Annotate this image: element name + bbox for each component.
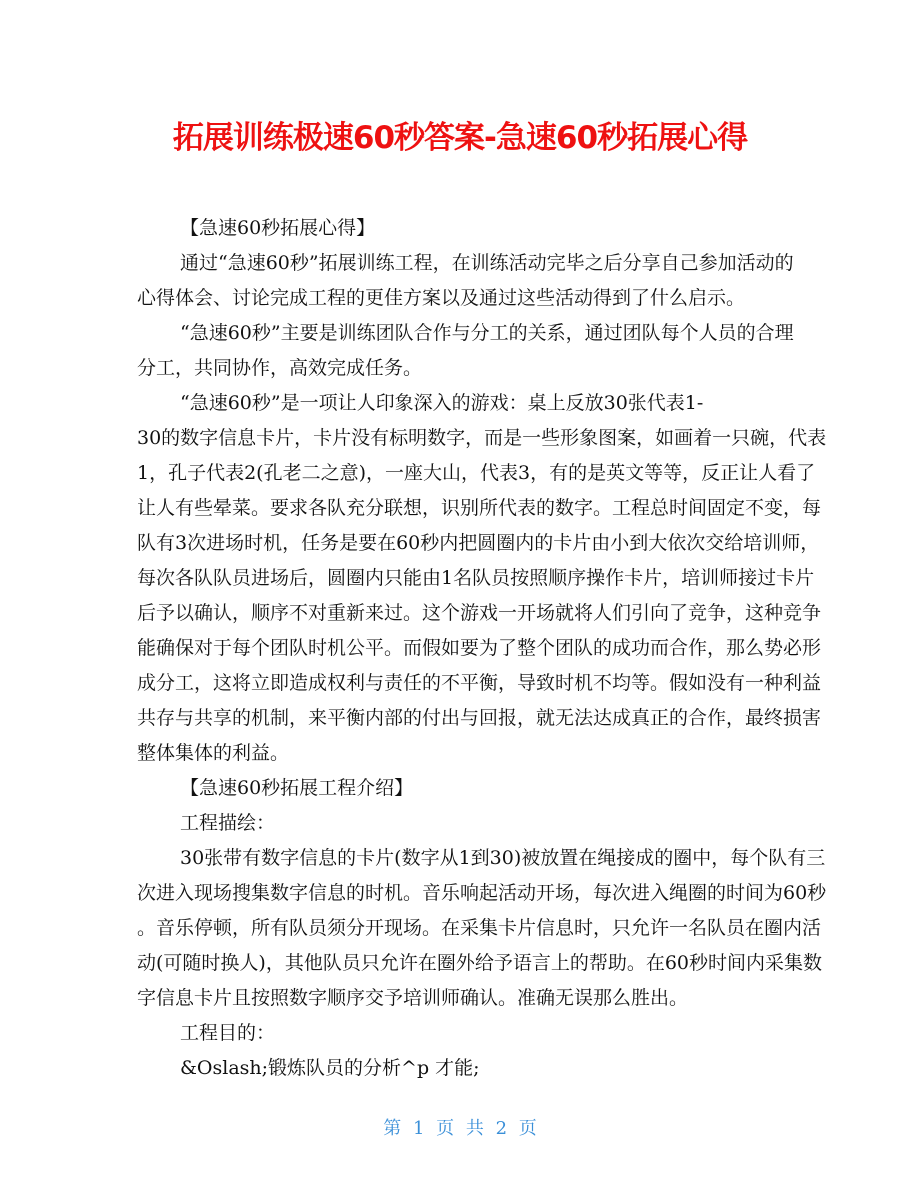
document-body bbox=[137, 211, 827, 1086]
text-line: 30的数字信息卡片，卡片没有标明数字，而是一些形象图案，如画着一只碗，代表 bbox=[137, 427, 827, 449]
text-line: 队有3次进场时机，任务是要在60秒内把圆圈内的卡片由小到大依次交给培训师， bbox=[137, 532, 820, 554]
text-line: 成分工，这将立即造成权利与责任的不平衡，导致时机不均等。假如没有一种利益 bbox=[137, 672, 822, 694]
text-line: 共存与共享的机制，来平衡内部的付出与回报，就无法达成真正的合作，最终损害 bbox=[137, 707, 822, 729]
text-line: 工程目的： bbox=[180, 1022, 276, 1044]
paragraph bbox=[137, 806, 780, 841]
text-line: 字信息卡片且按照数字顺序交予培训师确认。准确无误那么胜出。 bbox=[137, 987, 689, 1009]
text-line: 动(可随时换人)，其他队员只允许在圈外给予语言上的帮助。在60秒时间内采集数 bbox=[137, 952, 823, 974]
text-line: 分工，共同协作，高效完成任务。 bbox=[137, 357, 423, 379]
text-line: “急速60秒”主要是训练团队合作与分工的关系，通过团队每个人员的合理 bbox=[180, 322, 794, 344]
page-number-footer: 第 1 页 共 2 页 bbox=[383, 1118, 537, 1139]
text-line: 次进入现场搜集数字信息的时机。音乐响起活动开场，每次进入绳圈的时间为60秒 bbox=[137, 882, 827, 904]
paragraph bbox=[137, 841, 827, 1016]
paragraph bbox=[137, 316, 794, 386]
text-line: 心得体会、讨论完成工程的更佳方案以及通过这些活动得到了什么启示。 bbox=[137, 287, 746, 309]
paragraph bbox=[137, 1051, 780, 1086]
text-line: 每次各队队员进场后，圆圈内只能由1名队员按照顺序操作卡片，培训师接过卡片 bbox=[137, 567, 815, 589]
text-line: 1，孔子代表2(孔老二之意)，一座大山，代表3，有的是英文等等，反正让人看了 bbox=[137, 462, 816, 484]
paragraph bbox=[137, 211, 780, 246]
text-line: “急速60秒”是一项让人印象深入的游戏：桌上反放30张代表1- bbox=[180, 392, 704, 414]
text-line: 【急速60秒拓展工程介绍】 bbox=[180, 777, 414, 799]
document-title: 拓展训练极速60秒答案-急速60秒拓展心得 bbox=[172, 120, 748, 156]
text-line: 能确保对于每个团队时机公平。而假如要为了整个团队的成功而合作，那么势必形 bbox=[137, 637, 822, 659]
paragraph bbox=[137, 771, 780, 806]
text-line: 【急速60秒拓展心得】 bbox=[180, 217, 376, 239]
text-line: 。音乐停顿，所有队员须分开现场。在采集卡片信息时，只允许一名队员在圈内活 bbox=[137, 917, 822, 939]
text-line: 通过“急速60秒”拓展训练工程，在训练活动完毕之后分享自己参加活动的 bbox=[180, 252, 794, 274]
text-line: &Oslash;锻炼队员的分析^p 才能; bbox=[180, 1057, 480, 1079]
text-line: 整体集体的利益。 bbox=[137, 742, 290, 764]
text-line: 让人有些晕菜。要求各队充分联想，识别所代表的数字。工程总时间固定不变，每 bbox=[137, 497, 822, 519]
paragraph bbox=[137, 1016, 780, 1051]
text-line: 工程描绘： bbox=[180, 812, 276, 834]
text-line: 30张带有数字信息的卡片(数字从1到30)被放置在绳接成的圈中，每个队有三 bbox=[180, 847, 826, 869]
text-line: 后予以确认，顺序不对重新来过。这个游戏一开场就将人们引向了竞争，这种竞争 bbox=[137, 602, 822, 624]
paragraph bbox=[137, 386, 827, 771]
paragraph bbox=[137, 246, 794, 316]
